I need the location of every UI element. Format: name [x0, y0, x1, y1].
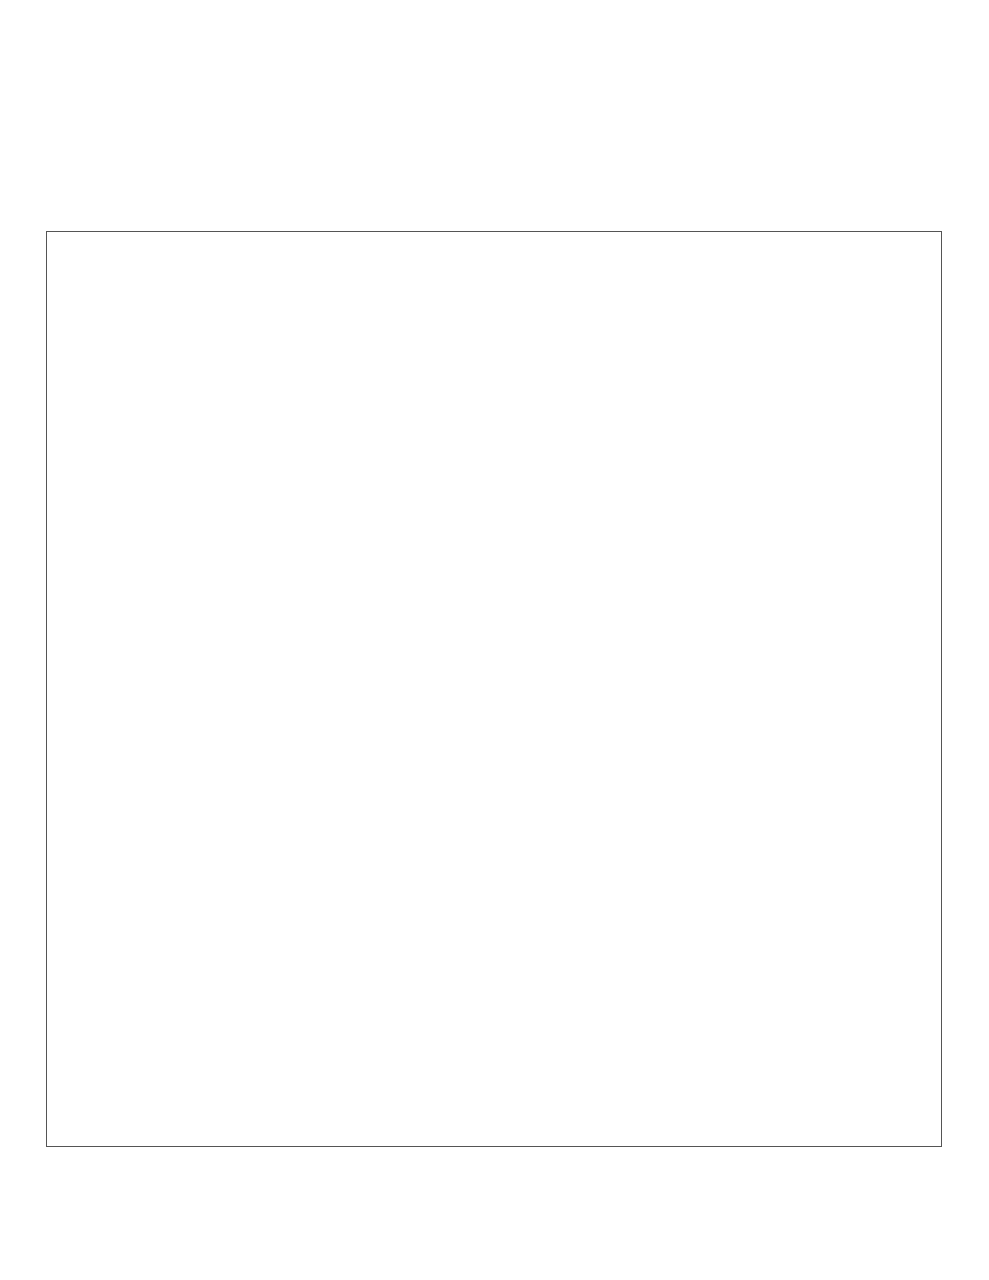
comparison-grid: [46, 231, 942, 1147]
